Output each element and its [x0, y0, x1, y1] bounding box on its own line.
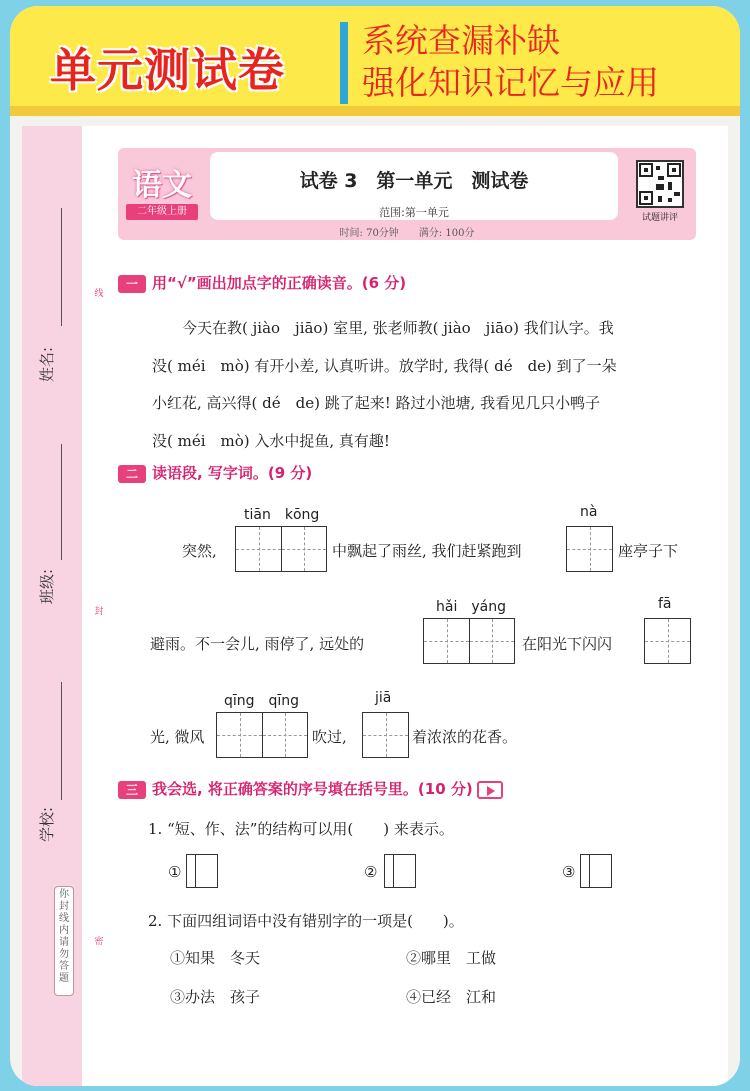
banner-subtitle-line2: 强化知识记忆与应用: [362, 63, 659, 102]
exam-sheet: [22, 126, 728, 1086]
school-line[interactable]: [61, 682, 62, 800]
pinyin-fa: fā: [658, 596, 672, 612]
exam-header: [118, 148, 696, 240]
grid-cell[interactable]: [424, 619, 469, 663]
section-1-heading: [118, 272, 406, 293]
banner-title: 单元测试卷: [50, 43, 285, 97]
name-line[interactable]: [61, 208, 62, 326]
section-2-heading: [118, 462, 312, 483]
scope-text: 范围:第一单元: [379, 206, 449, 219]
text-segment-7: 吹过,: [312, 728, 347, 746]
pinyin-tiankong: tiān kōng: [244, 507, 320, 523]
question-1: 1. “短、作、法”的结构可以用( ) 来表示。: [148, 820, 454, 838]
passage-line-4: 没( méi mò) 入水中捉鱼, 真有趣!: [152, 431, 390, 450]
section-2-title: 读语段, 写字词。(9 分): [152, 464, 313, 482]
exam-meta: 时间: 70分钟 满分: 100分: [339, 228, 475, 239]
school-label: 学校:: [38, 806, 56, 842]
grid-cell[interactable]: [567, 527, 612, 571]
name-label: 姓名:: [38, 346, 56, 382]
q1-option-3-label: ③: [562, 863, 576, 881]
q2-option-b: ②哪里 工做: [406, 949, 497, 967]
banner-subtitle: [362, 20, 659, 104]
passage-line-2: 没( méi mò) 有开小差, 认真听讲。放学时, 我得( dé de) 到了一朵: [152, 356, 617, 375]
text-segment-8: 着浓浓的花香。: [412, 728, 518, 746]
qr-label: 试题讲评: [641, 213, 678, 223]
grid-cell[interactable]: [363, 713, 408, 757]
seal-mark-3: 密: [94, 937, 104, 947]
grid-cell[interactable]: [281, 527, 326, 571]
pinyin-qingqing: qīng qīng: [224, 693, 300, 709]
pinyin-haiyang: hǎi yáng: [436, 599, 506, 615]
grid-cell[interactable]: [262, 713, 307, 757]
banner-subtitle-line1: 系统查漏补缺: [362, 21, 560, 60]
q1-option-1-structure[interactable]: [186, 854, 218, 888]
writing-grid-haiyang[interactable]: [423, 618, 515, 664]
page: [10, 6, 740, 1086]
class-line[interactable]: [61, 444, 62, 560]
q1-option-2-label: ②: [364, 863, 378, 881]
binding-notice: 你封线内请勿答题: [54, 886, 74, 996]
writing-grid-fa[interactable]: [644, 618, 691, 664]
writing-grid-na[interactable]: [566, 526, 613, 572]
section-1-passage: [152, 310, 697, 460]
text-segment-2: 中飘起了雨丝, 我们赶紧跑到: [332, 542, 522, 560]
text-segment-3: 座亭子下: [618, 542, 679, 560]
q2-option-d: ④已经 江和: [406, 988, 497, 1006]
seal-mark-1: 线: [94, 289, 104, 299]
q2-option-c: ③办法 孩子: [170, 988, 261, 1006]
grid-cell[interactable]: [469, 619, 514, 663]
writing-grid-qingqing[interactable]: [216, 712, 308, 758]
writing-grid-jia[interactable]: [362, 712, 409, 758]
section-3-number: 三: [118, 781, 146, 799]
q1-option-1-label: ①: [168, 863, 182, 881]
video-play-icon[interactable]: [477, 781, 503, 799]
passage-line-1: 今天在教( jiào jiāo) 室里, 张老师教( jiào jiāo) 我们认字。我: [152, 319, 614, 337]
grid-cell[interactable]: [217, 713, 262, 757]
q2-option-a: ①知果 冬天: [170, 949, 261, 967]
q1-option-2-structure[interactable]: [384, 854, 416, 888]
section-3-heading: [118, 778, 503, 799]
writing-grid-tiankong[interactable]: [235, 526, 327, 572]
q1-option-3-structure[interactable]: [580, 854, 612, 888]
class-label: 班级:: [38, 568, 56, 604]
pinyin-na: nà: [580, 504, 598, 520]
grid-cell[interactable]: [236, 527, 281, 571]
section-1-title: 用“√”画出加点字的正确读音。(6 分): [152, 274, 407, 292]
paper-title: 试卷 3 第一单元 测试卷: [299, 170, 529, 192]
grade-badge: 二年级上册: [126, 204, 198, 220]
question-2: 2. 下面四组词语中没有错别字的一项是( )。: [148, 912, 464, 930]
text-segment-1: 突然,: [182, 542, 217, 560]
seal-mark-2: 封: [94, 607, 104, 617]
subject-title: 语文: [132, 168, 192, 203]
title-panel: [210, 152, 618, 220]
qr-code-icon[interactable]: [636, 160, 684, 208]
grid-cell[interactable]: [645, 619, 690, 663]
banner-divider: [340, 22, 348, 104]
section-3-title: 我会选, 将正确答案的序号填在括号里。(10 分): [152, 780, 473, 798]
passage-line-3: 小红花, 高兴得( dé de) 跳了起来! 路过小池塘, 我看见几只小鸭子: [152, 394, 601, 412]
pinyin-jia: jiā: [375, 690, 392, 706]
text-segment-5: 在阳光下闪闪: [522, 635, 613, 653]
section-2-number: 二: [118, 465, 146, 483]
section-1-number: 一: [118, 275, 146, 293]
text-segment-4: 避雨。不一会儿, 雨停了, 远处的: [150, 635, 365, 653]
text-segment-6: 光, 微风: [150, 728, 205, 746]
banner: [10, 6, 740, 116]
